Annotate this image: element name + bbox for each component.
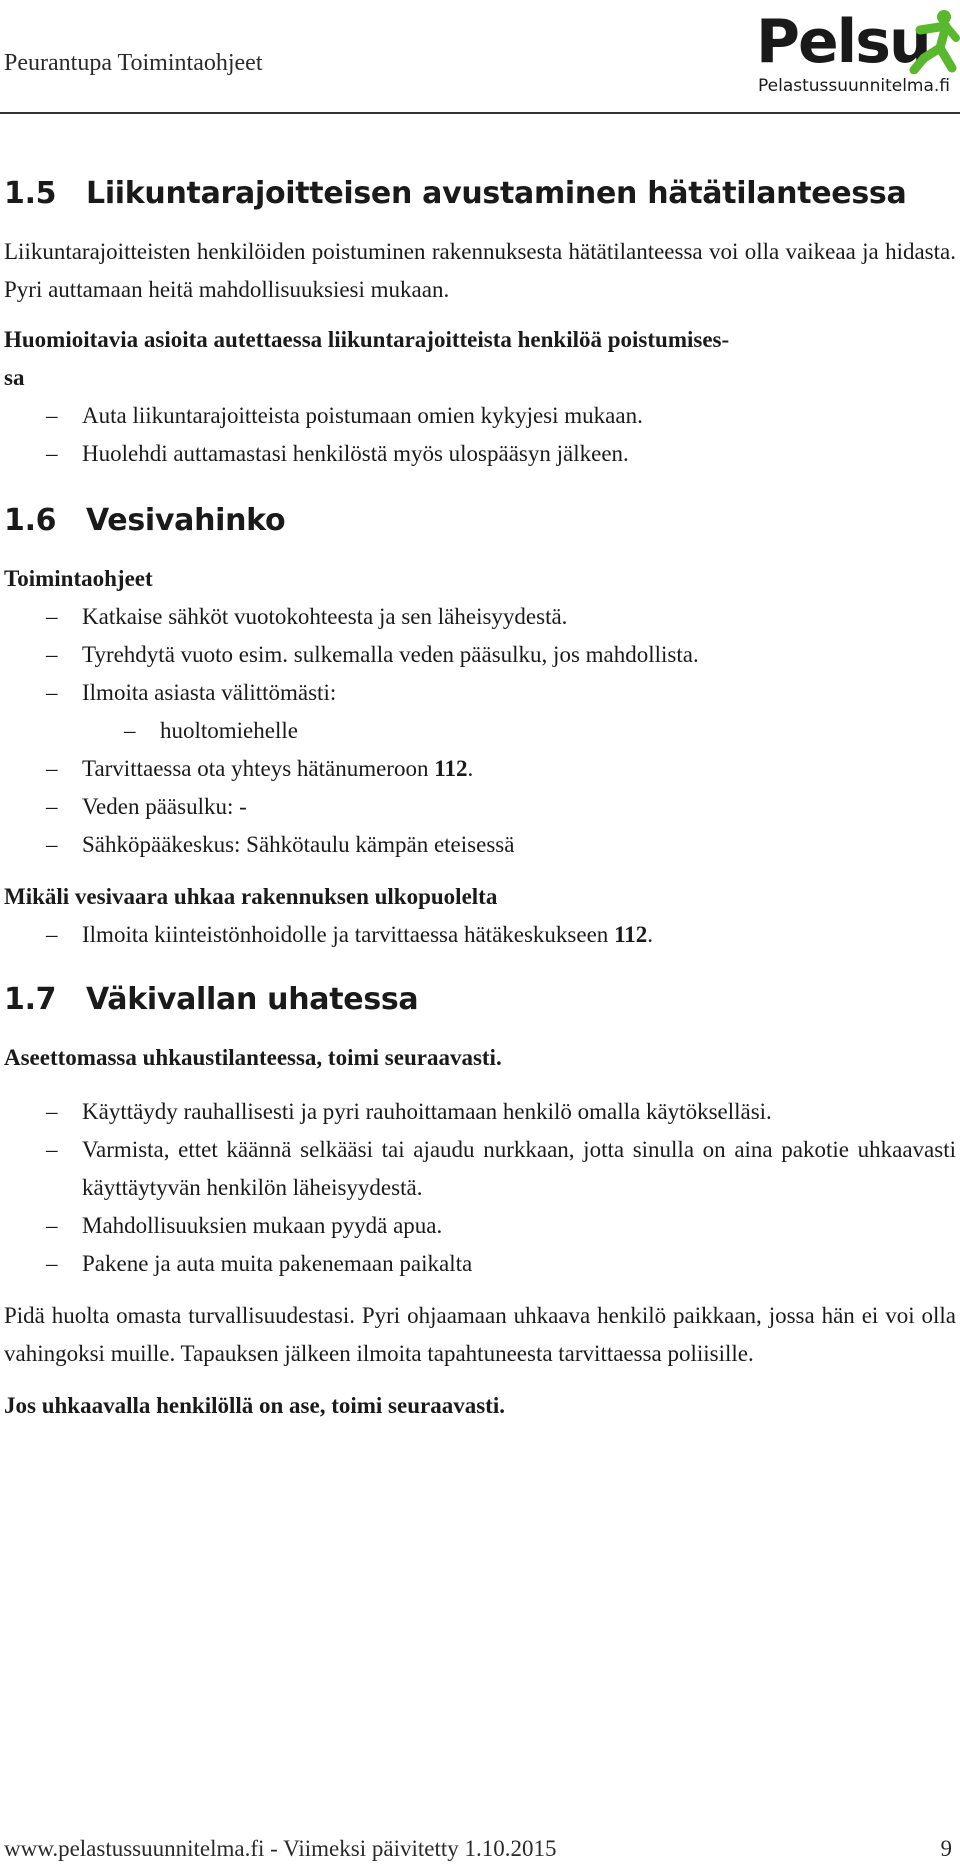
section-title: Väkivallan uhatessa [86, 982, 419, 1017]
emergency-number: 112 [614, 922, 648, 947]
subheading-unarmed-threat: Aseettomassa uhkaustilanteessa, toimi seuraavasti. [4, 1045, 502, 1070]
instructions-list [4, 598, 956, 712]
list-item: – Katkaise sähköt vuotokohteesta ja sen läheisyydestä. [4, 598, 956, 636]
list-item: – Käyttäydy rauhallisesti ja pyri rauhoittamaan henkilö omalla käytökselläsi. [4, 1093, 956, 1131]
subheading-outside-threat: Mikäli vesivaara uhkaa rakennuksen ulkopuolelta [4, 884, 498, 909]
list-item: – Auta liikuntarajoitteista poistumaan omien kykyjesi mukaan. [4, 397, 956, 435]
page-number: 9 [940, 1836, 952, 1861]
list-item: – Tyrehdytä vuoto esim. sulkemalla veden pääsulku, jos mahdollista. [4, 636, 956, 674]
list-item-text: Tarvittaessa ota yhteys hätänumeroon [82, 756, 435, 781]
instructions-list-continued [4, 750, 956, 864]
list-item: – Mahdollisuuksien mukaan pyydä apua. [4, 1207, 956, 1245]
subheading-line: Huomioitavia asioita autettaessa liikuntarajoitteista henkilöä poistumises- [4, 327, 730, 352]
running-man-icon [906, 8, 960, 74]
safety-paragraph: Pidä huolta omasta turvallisuudestasi. Pyri ohjaamaan uhkaava henkilö paikkaan, jossa hän ei voi olla vahingoksi muille. Tapauksen jälkeen ilmoita tapahtuneesta tarvittaessa poliisille. [4, 1303, 956, 1366]
document-header-title: Peurantupa Toimintaohjeet [4, 50, 263, 76]
subheading-armed-threat: Jos uhkaavalla henkilöllä on ase, toimi seuraavasti. [4, 1393, 505, 1418]
subheading-considerations [4, 321, 956, 397]
list-item: – Varmista, ettet käännä selkääsi tai ajaudu nurkkaan, jotta sinulla on aina pakotie uhkaavasti käyttäytyvän henkilön läheisyydestä. [4, 1131, 956, 1207]
section-number: 1.7 [4, 982, 57, 1017]
pelsu-logo [756, 8, 960, 100]
header-divider [0, 112, 960, 114]
intro-paragraph: Liikuntarajoitteisten henkilöiden poistuminen rakennuksesta hätätilanteessa voi olla vaikeaa ja hidasta. Pyri auttamaan heitä mahdollisuuksiesi mukaan. [4, 239, 956, 302]
emergency-number: 112 [434, 756, 468, 781]
section-title: Vesivahinko [86, 503, 286, 538]
section-heading-1-5 [4, 176, 956, 211]
subheading-line: sa [4, 365, 25, 390]
section-number: 1.6 [4, 503, 57, 538]
list-item-text: . [467, 756, 474, 781]
list-item: – Sähköpääkeskus: Sähkötaulu kämpän eteisessä [4, 826, 956, 864]
logo-subtitle: Pelastussuunnitelma.fi [758, 76, 951, 96]
list-item: – Pakene ja auta muita pakenemaan paikalta [4, 1245, 956, 1283]
section-number: 1.5 [4, 176, 57, 211]
list-item-text: . [647, 922, 654, 947]
section-heading-1-6 [4, 503, 956, 538]
section-title: Liikuntarajoitteisen avustaminen hätätilanteessa [86, 176, 907, 211]
considerations-list [4, 397, 956, 473]
list-item: – Ilmoita asiasta välittömästi: [4, 674, 956, 712]
outside-threat-list [4, 916, 956, 954]
unarmed-threat-list [4, 1093, 956, 1283]
list-item [4, 916, 956, 954]
footer-text: www.pelastussuunnitelma.fi - Viimeksi päivitetty 1.10.2015 [4, 1836, 557, 1861]
logo-wordmark: Pelsu [756, 7, 930, 77]
list-item: – Huolehdi auttamastasi henkilöstä myös ulospääsyn jälkeen. [4, 435, 956, 473]
list-item: – huoltomiehelle [4, 712, 956, 750]
document-body [4, 176, 956, 1425]
list-item: – Veden pääsulku: - [4, 788, 956, 826]
list-item [4, 750, 956, 788]
section-heading-1-7 [4, 982, 956, 1017]
subheading-instructions: Toimintaohjeet [4, 566, 153, 591]
nested-list [4, 712, 956, 750]
list-item-text: Ilmoita kiinteistönhoidolle ja tarvittaessa hätäkeskukseen [82, 922, 615, 947]
